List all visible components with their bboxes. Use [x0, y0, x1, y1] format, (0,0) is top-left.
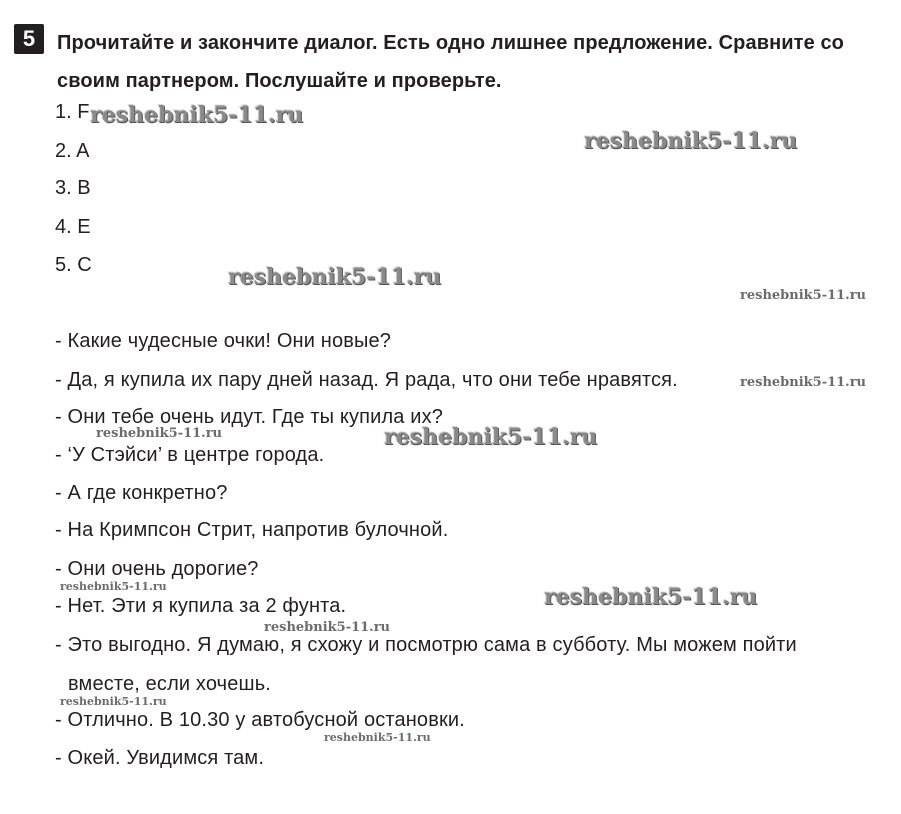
dialog-line: - Они очень дорогие?: [55, 558, 259, 580]
watermark: reshebnik5-11.ru: [544, 584, 758, 610]
dialog-line: - Они тебе очень идут. Где ты купила их?: [55, 406, 443, 428]
answer-item: 4. E: [55, 216, 91, 238]
watermark: reshebnik5-11.ru: [740, 288, 867, 303]
dialog-line: - Это выгодно. Я думаю, я схожу и посмотрю сама в субботу. Мы можем пойти: [55, 634, 797, 656]
dialog-line: - Какие чудесные очки! Они новые?: [55, 330, 392, 352]
watermark: reshebnik5-11.ru: [264, 620, 391, 635]
task-number-badge: 5: [14, 24, 44, 54]
watermark: reshebnik5-11.ru: [96, 426, 223, 441]
watermark: reshebnik5-11.ru: [740, 375, 867, 390]
dialog-line: - На Кримпсон Стрит, напротив булочной.: [55, 519, 449, 541]
answer-item: 3. B: [55, 177, 91, 199]
dialog-line: - Нет. Эти я купила за 2 фунта.: [55, 595, 347, 617]
dialog-line: - Окей. Увидимся там.: [55, 747, 265, 769]
answer-item: 5. C: [55, 254, 92, 276]
watermark: reshebnik5-11.ru: [384, 424, 598, 450]
dialog-line: - Отлично. В 10.30 у автобусной остановки.: [55, 709, 465, 731]
watermark: reshebnik5-11.ru: [324, 731, 431, 744]
watermark: reshebnik5-11.ru: [60, 695, 167, 708]
dialog-line: - Да, я купила их пару дней назад. Я рада, что они тебе нравятся.: [55, 369, 678, 391]
dialog-line-continuation: вместе, если хочешь.: [68, 673, 271, 695]
task-instruction: Прочитайте и закончите диалог. Есть одно лишнее предложение. Сравните со своим партнером. Послушайте и проверьте.: [57, 32, 844, 92]
watermark: reshebnik5-11.ru: [90, 102, 304, 128]
dialog-line: - А где конкретно?: [55, 482, 228, 504]
answer-item: 2. A: [55, 140, 90, 162]
answer-item: 1. F: [55, 101, 90, 123]
watermark: reshebnik5-11.ru: [228, 264, 442, 290]
dialog-line: - ‘У Стэйси’ в центре города.: [55, 444, 325, 466]
watermark: reshebnik5-11.ru: [584, 128, 798, 154]
watermark: reshebnik5-11.ru: [60, 580, 167, 593]
